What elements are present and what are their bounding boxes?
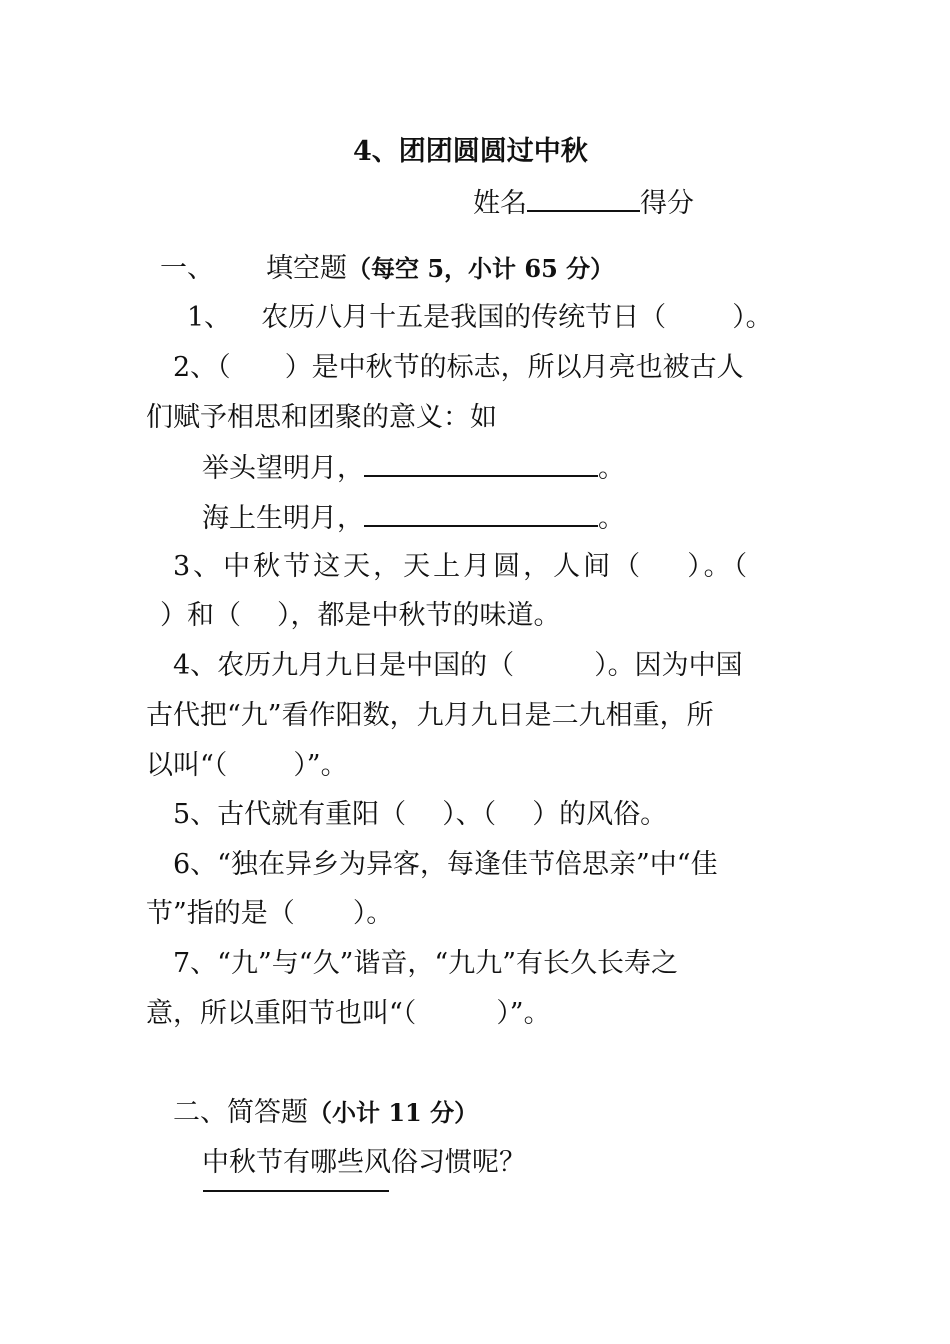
question-3-line2 [160,600,561,632]
section1-number: 一、 [160,253,214,284]
section2-question: 中秋节有哪些风俗习惯呢？ [202,1147,526,1178]
question-7-line2 [146,998,551,1030]
q3-text: 3、中秋节这天，天上月圆，人间（ [173,551,644,582]
question-4-line1 [173,650,743,682]
poem-line-2 [202,501,625,535]
q1-number: 1、 [187,302,232,333]
question-7-line1: 7、“九”与“久”谐音，“九九”有长久长寿之 [173,948,678,979]
q4-text-d: ）”。 [293,750,348,781]
poem2-blank[interactable] [364,501,598,527]
question-2-line1 [173,352,744,384]
q7-text-b: ）”。 [496,998,551,1029]
q3-text-c: ）和（ [160,600,241,631]
poem1-period: 。 [598,453,625,484]
poem2-period: 。 [598,503,625,534]
section1-scoring: （每空 5，小计 65 分） [347,254,615,283]
q5-text-c: ）的风俗。 [532,799,668,830]
section2-title: 简答题 [227,1097,308,1128]
question-5 [173,799,667,831]
name-label: 姓名 [473,188,527,219]
section2-number: 二、 [173,1097,227,1128]
worksheet-title: 4、团团圆圆过中秋 [353,136,588,167]
section2-scoring: （小计 11 分） [308,1098,479,1127]
q1-end: ）。 [732,302,773,333]
q4-text-a: 4、农历九月九日是中国的（ [173,650,515,681]
q5-text-a: 5、古代就有重阳（ [173,799,407,830]
question-1 [187,302,773,334]
name-blank[interactable] [527,186,640,212]
name-score-line [473,186,694,220]
q5-text-b: ）、（ [442,799,497,830]
q2-number: 2、（ [173,352,231,383]
question-6-line2 [146,898,393,930]
section2-heading [173,1097,478,1129]
q3-text-b: ）。（ [687,551,751,582]
poem1-blank[interactable] [364,451,598,477]
question-4-line2: 古代把“九”看作阳数，九月九日是二九相重，所 [146,700,714,731]
section1-title: 填空题 [266,253,347,284]
question-3-line1 [173,551,750,583]
section1-heading [160,253,614,285]
question-2-line2: 们赋予相思和团聚的意义：如 [146,402,497,433]
q4-text-b: ）。因为中国 [594,650,743,681]
q1-text: 农历八月十五是我国的传统节日（ [261,302,667,333]
answer-blank-line[interactable] [203,1190,389,1192]
q4-text-c: 以叫“（ [146,750,228,781]
q6-text-a: 节”指的是（ [146,898,295,929]
poem-line-1 [202,451,625,485]
question-4-line3 [146,750,348,782]
poem2-text: 海上生明月， [202,503,364,534]
q3-text-d: ），都是中秋节的味道。 [277,600,561,631]
q7-text-a: 意，所以重阳节也叫“（ [146,998,417,1029]
poem1-text: 举头望明月， [202,453,364,484]
q2-text: ）是中秋节的标志，所以月亮也被古人 [284,352,744,383]
question-6-line1: 6、“独在异乡为异客，每逢佳节倍思亲”中“佳 [173,849,718,880]
score-label: 得分 [640,188,694,219]
q6-text-b: ）。 [352,898,394,929]
